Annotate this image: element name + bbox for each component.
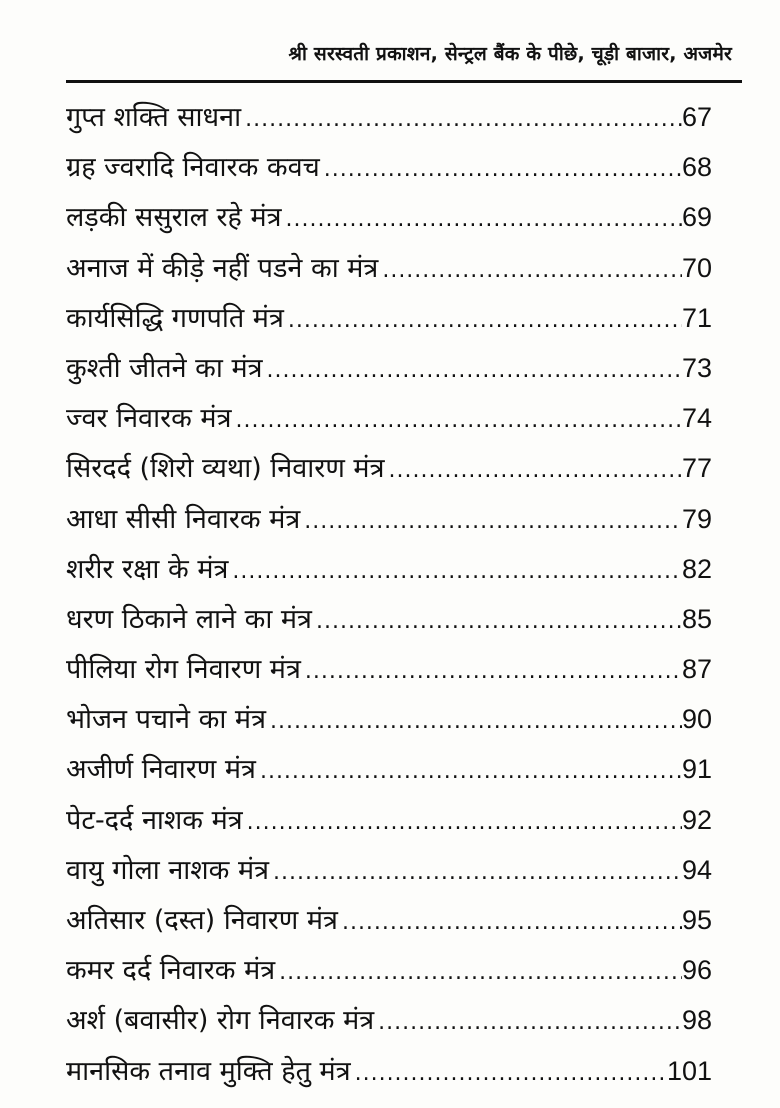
toc-entry-title: लड़की ससुराल रहे मंत्र: [66, 202, 282, 234]
leader-dots: [305, 647, 682, 697]
leader-dots: [389, 446, 682, 496]
leader-dots: [342, 898, 682, 948]
toc-entry-page: 67: [681, 102, 712, 132]
leader-dots: [324, 145, 682, 195]
toc-entry: [66, 192, 712, 242]
header-rule: [66, 80, 742, 83]
toc-entry: [66, 694, 712, 744]
leader-dots: [247, 798, 682, 848]
toc-entry-page: 73: [681, 352, 712, 383]
toc-entry-page: 68: [681, 152, 712, 183]
toc-entry-page: 69: [681, 202, 712, 233]
toc-entry: [66, 393, 712, 443]
toc-entry-title: धरण ठिकाने लाने का मंत्र: [66, 603, 312, 635]
leader-dots: [235, 396, 681, 446]
toc-entry-page: 85: [681, 603, 712, 634]
leader-dots: [286, 195, 682, 245]
toc-entry: [66, 945, 712, 995]
toc-entry: [66, 644, 712, 694]
toc-entry: [66, 293, 712, 343]
toc-entry: [66, 1046, 712, 1096]
toc-entry-title: मानसिक तनाव मुक्ति हेतु मंत्र: [66, 1055, 351, 1087]
leader-dots: [260, 747, 682, 797]
toc-entry-title: आधा सीसी निवारक मंत्र: [66, 503, 301, 535]
leader-dots: [273, 848, 682, 898]
toc-entry-title: गुप्त शक्ति साधना: [66, 102, 242, 133]
toc-entry-title: अनाज में कीड़े नहीं पडने का मंत्र: [66, 252, 379, 284]
toc-entry: [66, 142, 712, 192]
leader-dots: [288, 296, 682, 346]
toc-entry-title: पेट-दर्द नाशक मंत्र: [66, 804, 243, 836]
toc-entry: [66, 845, 712, 895]
toc-entry-page: 70: [681, 252, 712, 283]
toc-entry: [66, 795, 712, 845]
toc-entry-page: 98: [681, 1005, 712, 1036]
toc-entry: [66, 443, 712, 493]
toc-entry-title: कमर दर्द निवारक मंत्र: [66, 955, 276, 987]
toc-entry-page: 95: [681, 905, 712, 935]
toc-entry-page: 94: [681, 854, 712, 885]
leader-dots: [232, 547, 682, 597]
toc-entry: [66, 343, 712, 393]
toc-entry-title: अतिसार (दस्त) निवारण मंत्र: [66, 905, 338, 936]
toc-entry-title: पीलिया रोग निवारण मंत्र: [66, 654, 301, 686]
leader-dots: [382, 246, 682, 296]
toc-entry-page: 90: [681, 704, 712, 735]
table-of-contents: [66, 92, 712, 1096]
toc-entry: [66, 494, 712, 544]
toc-entry-title: भोजन पचाने का मंत्र: [66, 704, 266, 736]
toc-entry: [66, 544, 712, 594]
toc-entry-title: वायु गोला नाशक मंत्र: [66, 854, 270, 886]
leader-dots: [378, 998, 682, 1048]
toc-entry-page: 91: [681, 754, 712, 785]
leader-dots: [355, 1049, 667, 1099]
toc-entry-title: कुश्ती जीतने का मंत्र: [66, 352, 263, 384]
leader-dots: [316, 597, 682, 647]
toc-entry-page: 77: [681, 453, 712, 484]
toc-entry-title: अजीर्ण निवारण मंत्र: [66, 754, 256, 786]
toc-entry-page: 79: [681, 503, 712, 534]
toc-entry-title: शरीर रक्षा के मंत्र: [66, 553, 229, 585]
leader-dots: [279, 948, 682, 998]
toc-entry-page: 74: [681, 403, 712, 434]
toc-entry-title: ग्रह ज्वरादि निवारक कवच: [66, 152, 320, 184]
leader-dots: [267, 346, 682, 396]
toc-entry: [66, 995, 712, 1045]
leader-dots: [245, 95, 682, 145]
toc-entry-page: 87: [681, 654, 712, 685]
toc-entry-title: ज्वर निवारक मंत्र: [66, 403, 232, 435]
toc-entry-title: कार्यसिद्धि गणपति मंत्र: [66, 302, 284, 334]
toc-entry-title: अर्श (बवासीर) रोग निवारक मंत्र: [66, 1005, 375, 1037]
toc-entry-page: 96: [681, 955, 712, 986]
leader-dots: [270, 697, 682, 747]
toc-entry: [66, 243, 712, 293]
toc-entry-page: 71: [681, 302, 712, 333]
toc-entry: [66, 895, 712, 945]
toc-entry-page: 92: [681, 804, 712, 835]
toc-entry: [66, 92, 712, 142]
toc-entry-page: 82: [681, 553, 712, 584]
toc-entry-title: सिरदर्द (शिरो व्यथा) निवारण मंत्र: [66, 453, 385, 485]
running-header: श्री सरस्वती प्रकाशन, सेन्ट्रल बैंक के पीछे, चूड़ी बाजार, अजमेर: [288, 43, 732, 65]
toc-entry: [66, 744, 712, 794]
leader-dots: [304, 497, 682, 547]
toc-entry: [66, 594, 712, 644]
toc-entry-page: 101: [666, 1055, 712, 1086]
